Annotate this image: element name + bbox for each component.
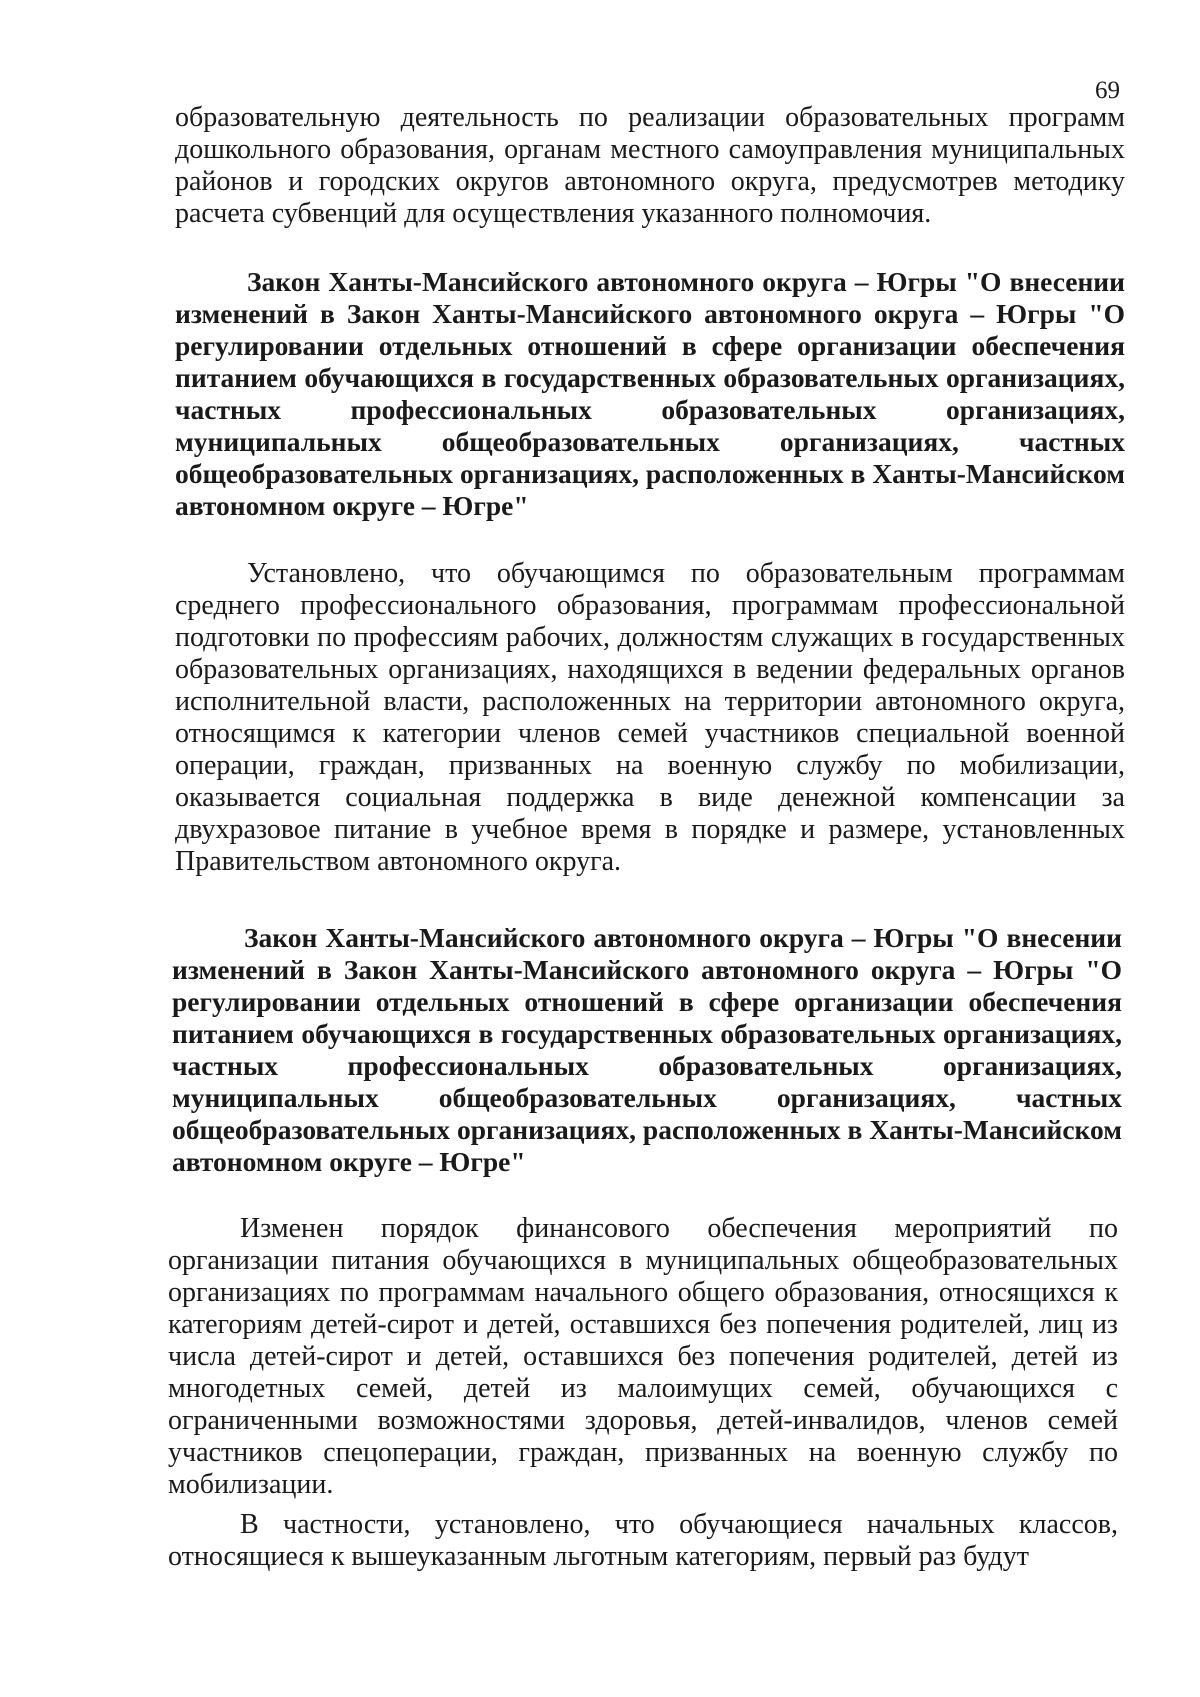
law-1-section-title <box>175 266 1125 522</box>
law-2-section-body <box>168 1213 1118 1573</box>
law-description: Изменен порядок финансового обеспечения мероприятий по организации питания обучающихся в муниципальных общеобразовательных организациях по программам начального общего образования, относящихся к категориям детей-сирот и детей, оставшихся без попечения родителей, лиц из числа детей-сирот и детей, оставшихся без попечения родителей, детей из многодетных семей, детей из малоимущих семей, обучающихся с ограниченными возможностями здоровья, детей-инвалидов, членов семей участников спецоперации, граждан, призванных на военную службу по мобилизации. <box>168 1213 1118 1500</box>
law-title: Закон Ханты-Мансийского автономного округа – Югры "О внесении изменений в Закон Ханты-Мансийского автономного округа – Югры "О регулировании отдельных отношений в сфере организации обеспечения питанием обучающихся в государственных образовательных организациях, частных профессиональных образовательных организациях, муниципальных общеобразовательных организациях, частных общеобразовательных организациях, расположенных в Ханты-Мансийском автономном округе – Югре" <box>175 266 1125 521</box>
page-number: 69 <box>1095 77 1120 104</box>
law-description: Установлено, что обучающимся по образовательным программам среднего профессионального образования, программам профессиональной подготовки по профессиям рабочих, должностям служащих в государственных образовательных организациях, находящихся в ведении федеральных органов исполнительной власти, расположенных на территории автономного округа, относящимся к категории членов семей участников специальной военной операции, граждан, призванных на военную службу по мобилизации, оказывается социальная поддержка в виде денежной компенсации за двухразовое питание в учебное время в порядке и размере, установленных Правительством автономного округа. <box>175 558 1125 877</box>
law-title: Закон Ханты-Мансийского автономного округа – Югры "О внесении изменений в Закон Ханты-Мансийского автономного округа – Югры "О регулировании отдельных отношений в сфере организации обеспечения питанием обучающихся в государственных образовательных организациях, частных профессиональных образовательных организациях, муниципальных общеобразовательных организациях, частных общеобразовательных организациях, расположенных в Ханты-Мансийском автономном округе – Югре" <box>172 922 1122 1177</box>
section-continuation <box>175 102 1125 230</box>
law-description-continued: В частности, установлено, что обучающиеся начальных классов, относящиеся к вышеуказанным льготным категориям, первый раз будут <box>168 1509 1118 1572</box>
law-1-section-body <box>175 558 1125 878</box>
law-2-section-title <box>172 922 1122 1178</box>
paragraph-continued: образовательную деятельность по реализации образовательных программ дошкольного образования, органам местного самоуправления муниципальных районов и городских округов автономного округа, предусмотрев методику расчета субвенций для осуществления указанного полномочия. <box>175 102 1125 229</box>
